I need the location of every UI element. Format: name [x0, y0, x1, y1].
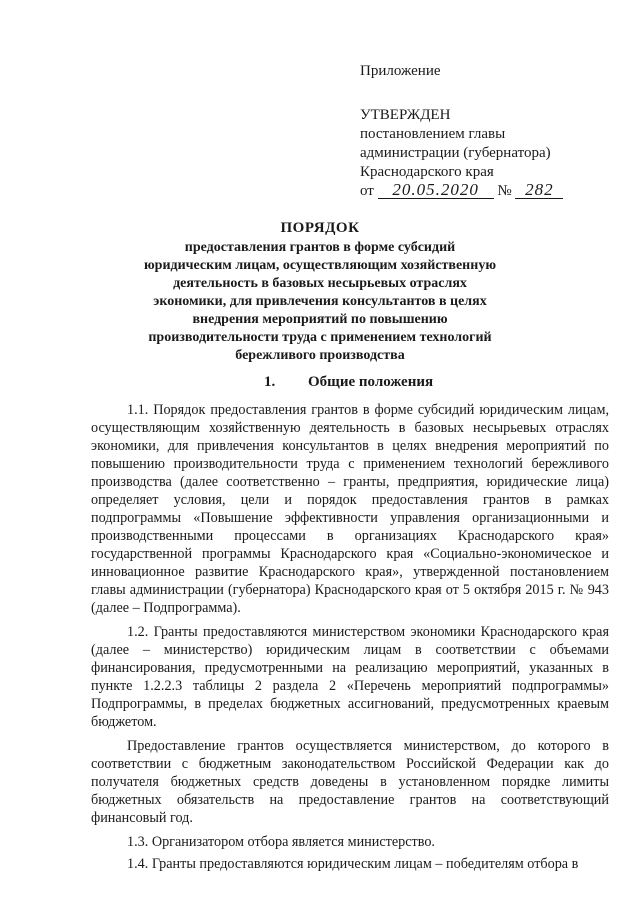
approved-line: постановлением главы [360, 126, 506, 142]
title-line: экономики, для привлечения консультантов в целях [153, 294, 487, 309]
date-prefix: от [360, 183, 374, 199]
appendix-label: Приложение [360, 63, 441, 79]
title-line: бережливого производства [235, 348, 405, 363]
paragraph: 1.2. Гранты предоставляются министерством экономики Краснодарского края (далее – министерство) юридическим лицам в соответствии с объемами финансирования, предусмотренными на реализацию мероприятий, указанных в пункте 1.2.2.3 таблицы 2 раздела 2 «Перечень мероприятий подпрограммы» Подпрограммы, в пределах бюджетных ассигнований, предусмотренных краевым бюджетом. [91, 624, 609, 730]
paragraph: 1.4. Гранты предоставляются юридическим лицам – победителям отбора в [127, 856, 579, 872]
handwritten-number: 282 [515, 182, 563, 199]
document-title-block [90, 217, 550, 365]
paragraph: 1.3. Организатором отбора является министерство. [127, 834, 435, 850]
body-text [91, 401, 609, 873]
title-line: предоставления грантов в форме субсидий [184, 240, 456, 255]
document-title: ПОРЯДОК [280, 220, 360, 236]
title-line: юридическим лицам, осуществляющим хозяйственную [143, 258, 497, 273]
date-number-line [360, 182, 563, 201]
paragraph: Предоставление грантов осуществляется министерством, до которого в соответствии с бюджетным законодательством Российской Федерации как до получателя бюджетных средств доведены в установленном порядке лимиты бюджетных обязательств на предоставление грантов на соответствующий финансовый год. [91, 738, 609, 826]
handwritten-date: 20.05.2020 [378, 182, 494, 199]
section-number: 1. [264, 374, 276, 390]
approved-line: администрации (губернатора) [360, 145, 551, 161]
approved-line: Краснодарского края [360, 164, 494, 180]
approved-heading: УТВЕРЖДЕН [360, 107, 451, 123]
approval-block [360, 106, 563, 201]
number-sign: № [497, 183, 512, 199]
title-line: деятельность в базовых несырьевых отраслях [173, 276, 467, 291]
section-title: Общие положения [308, 374, 434, 390]
title-line: производительности труда с применением технологий [148, 330, 492, 345]
paragraph: 1.1. Порядок предоставления грантов в форме субсидий юридическим лицам, осуществляющим хозяйственную деятельность в базовых несырьевых отраслях экономики, для привлечения консультантов в целях внедрения мероприятий по повышению производительности труда с применением технологий бережливого производства (далее соответственно – гранты, предприятия, юридические лица) определяет условия, цели и порядок предоставления грантов в рамках подпрограммы «Повышение эффективности управления организационными и производственными процессами в организациях Краснодарского края» государственной программы Краснодарского края «Социально-экономическое и инновационное развитие Краснодарского края», утвержденной постановлением главы администрации (губернатора) Краснодарского края от 5 октября 2015 г. № 943 (далее – Подпрограмма). [91, 402, 609, 616]
title-line: внедрения мероприятий по повышению [192, 312, 448, 327]
